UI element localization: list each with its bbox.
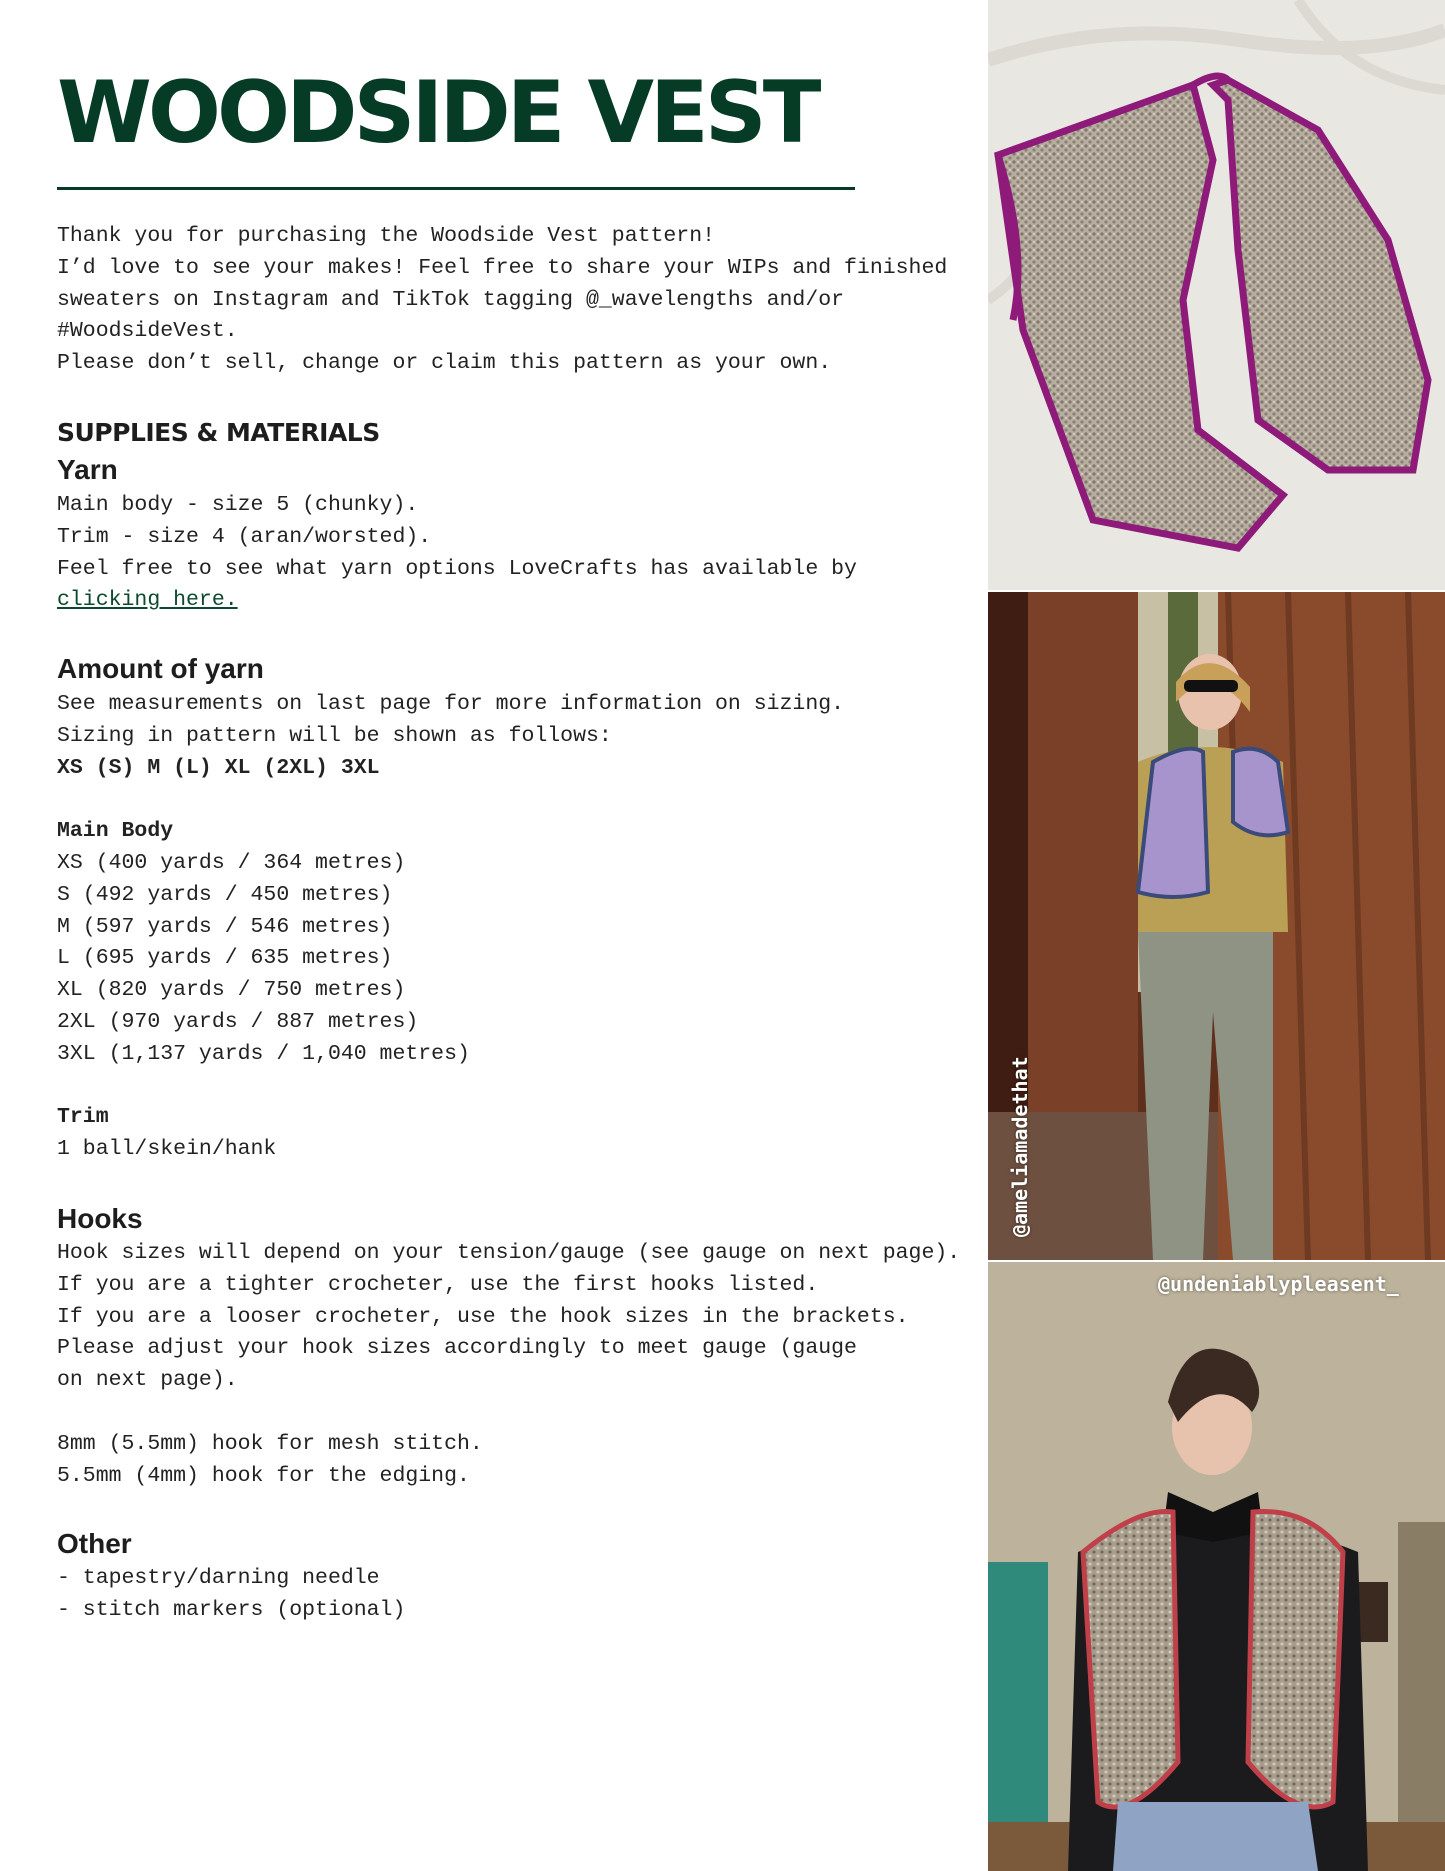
hook-size: 8mm (5.5mm) hook for mesh stitch. <box>57 1431 483 1456</box>
main-body-amount: 2XL (970 yards / 887 metres) <box>57 1009 419 1034</box>
intro-paragraph <box>57 221 947 380</box>
redwood-model-photo <box>988 592 1445 1260</box>
intro-line: #WoodsideVest. <box>57 319 238 344</box>
yarn-heading: Yarn <box>57 454 118 485</box>
page-title: WOODSIDE VEST <box>57 63 818 163</box>
other-heading: Other <box>57 1528 132 1559</box>
yarn-line: Main body - size 5 (chunky). <box>57 493 419 517</box>
photo-column <box>988 0 1445 1871</box>
title-divider <box>57 187 855 190</box>
amount-line: Sizing in pattern will be shown as follows: <box>57 723 612 748</box>
photo-credit-amelia: @ameliamadethat <box>1008 1056 1032 1237</box>
main-body-amount: XL (820 yards / 750 metres) <box>57 978 406 1003</box>
intro-line: Thank you for purchasing the Woodside Vest pattern! <box>57 224 716 248</box>
hooks-line: If you are a looser crocheter, use the hook sizes in the brackets. <box>57 1304 909 1329</box>
yarn-line: Trim - size 4 (aran/worsted). <box>57 524 432 549</box>
yarn-section <box>57 490 857 617</box>
amount-heading: Amount of yarn <box>57 653 264 684</box>
main-body-amount: M (597 yards / 546 metres) <box>57 914 393 939</box>
hooks-line: If you are a tighter crocheter, use the first hooks listed. <box>57 1272 819 1297</box>
hooks-line: Please adjust your hook sizes accordingly to meet gauge (gauge <box>57 1336 857 1361</box>
lovecrafts-link[interactable]: clicking here. <box>57 588 238 613</box>
intro-line: sweaters on Instagram and TikTok tagging @_wavelengths and/or <box>57 287 845 312</box>
main-body-amount: S (492 yards / 450 metres) <box>57 882 393 907</box>
photo-credit-undeniably: @undeniablypleasent_ <box>1158 1272 1399 1296</box>
hooks-heading: Hooks <box>57 1203 143 1234</box>
main-body-amount: XS (400 yards / 364 metres) <box>57 850 406 875</box>
indoor-model-photo <box>988 1262 1445 1871</box>
amount-section <box>57 689 844 1166</box>
main-body-amount: 3XL (1,137 yards / 1,040 metres) <box>57 1041 470 1066</box>
hooks-line: on next page). <box>57 1368 238 1393</box>
trim-label: Trim <box>57 1105 109 1130</box>
size-order: XS (S) M (L) XL (2XL) 3XL <box>57 755 380 780</box>
trim-amount: 1 ball/skein/hank <box>57 1137 277 1162</box>
amount-line: See measurements on last page for more information on sizing. <box>57 692 845 716</box>
hooks-line: Hook sizes will depend on your tension/gauge (see gauge on next page). <box>57 1241 961 1265</box>
redwood-model-illustration <box>988 592 1445 1260</box>
yarn-line: Feel free to see what yarn options LoveCrafts has available by <box>57 556 857 581</box>
hook-size: 5.5mm (4mm) hook for the edging. <box>57 1463 470 1488</box>
indoor-model-illustration <box>988 1262 1445 1871</box>
hooks-section <box>57 1238 960 1492</box>
vest-flat-illustration <box>988 0 1445 590</box>
main-body-label: Main Body <box>57 819 174 844</box>
supplies-heading: SUPPLIES & MATERIALS <box>57 418 380 447</box>
other-item: - tapestry/darning needle <box>57 1566 380 1590</box>
intro-line: I’d love to see your makes! Feel free to share your WIPs and finished <box>57 255 948 280</box>
main-body-amount: L (695 yards / 635 metres) <box>57 946 393 971</box>
other-section <box>57 1563 405 1627</box>
vest-flat-photo <box>988 0 1445 590</box>
intro-line: Please don’t sell, change or claim this pattern as your own. <box>57 351 832 376</box>
other-item: - stitch markers (optional) <box>57 1597 406 1622</box>
